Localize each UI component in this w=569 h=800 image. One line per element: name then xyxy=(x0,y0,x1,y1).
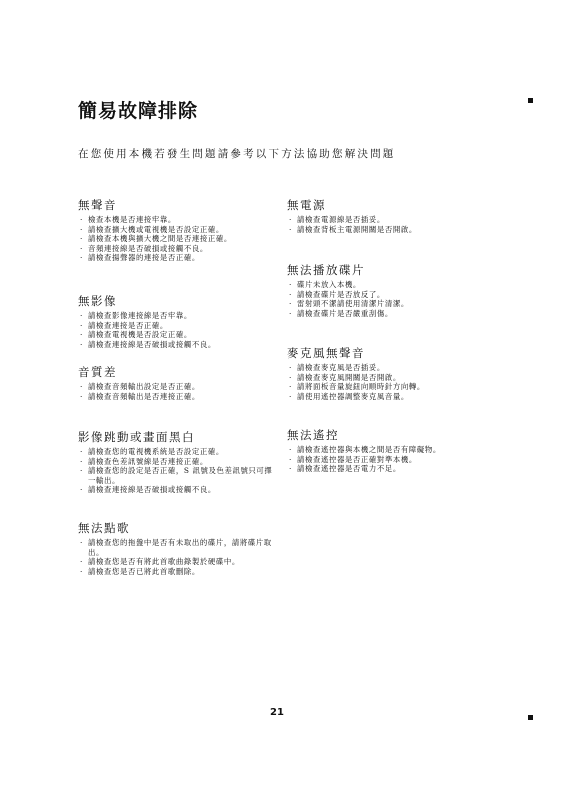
list-item: · 請檢查音頻輸出是否連接正確。 xyxy=(78,392,274,402)
list-item: · 請檢查遙控器是否電力不足。 xyxy=(287,464,467,474)
list-item: · 檢查本機是否連接牢靠。 xyxy=(78,215,274,225)
list-item: · 請檢查麥克風開關是否開啟。 xyxy=(287,373,472,383)
section-poor-sound-quality xyxy=(78,364,274,401)
list-item: · 請檢查電視機是否設定正確。 xyxy=(78,330,274,340)
section-no-image xyxy=(78,293,274,349)
list-item: · 請檢查揚聲器的連接是否正確。 xyxy=(78,253,274,263)
section-remote-not-working xyxy=(287,427,467,474)
list-item: · 請檢查擴大機或電視機是否設定正確。 xyxy=(78,225,274,235)
list-item: · 請檢查您是否已將此首歌刪除。 xyxy=(78,567,274,577)
list-item: · 請檢查電源線是否插妥。 xyxy=(287,215,467,225)
section-no-power xyxy=(287,197,467,234)
list-item: · 碟片未放入本機。 xyxy=(287,280,467,290)
list-item: · 雷射頭不潔請使用清潔片清潔。 xyxy=(287,299,467,309)
section-heading: 麥克風無聲音 xyxy=(287,346,365,360)
list-item: · 請檢查碟片是否放反了。 xyxy=(287,290,467,300)
list-item: · 請檢查您的電視機系統是否設定正確。 xyxy=(78,447,274,457)
section-no-mic-sound xyxy=(287,345,472,401)
intro-text: 在您使用本機若發生問題請參考以下方法協助您解決問題 xyxy=(78,148,396,160)
registration-mark-top-right xyxy=(528,98,533,103)
section-heading: 無法遙控 xyxy=(287,428,339,442)
section-cannot-play-disc xyxy=(287,262,467,318)
section-heading: 影像跳動或畫面黑白 xyxy=(78,430,195,444)
list-item: · 請檢查您的拖盤中是否有未取出的碟片，請將碟片取出。 xyxy=(78,538,274,557)
list-item: · 請檢查碟片是否嚴重刮傷。 xyxy=(287,309,467,319)
section-heading: 無法播放碟片 xyxy=(287,263,365,277)
section-heading: 音質差 xyxy=(78,365,117,379)
section-heading: 無法點歌 xyxy=(78,521,130,535)
section-no-sound xyxy=(78,197,274,263)
section-heading: 無聲音 xyxy=(78,198,117,212)
section-cannot-select-song xyxy=(78,520,274,576)
list-item: · 請將面板音量旋鈕向順時針方向轉。 xyxy=(287,382,472,392)
list-item: · 請檢查您是否有將此首歌曲錄製於硬碟中。 xyxy=(78,557,274,567)
list-item: · 請檢查音頻輸出設定是否正確。 xyxy=(78,382,274,392)
list-item: · 請檢查連接線是否破損或接觸不良。 xyxy=(78,485,274,495)
section-heading: 無影像 xyxy=(78,294,117,308)
list-item: · 請檢查連接是否正確。 xyxy=(78,321,274,331)
list-item: · 請檢查色差訊號線是否連接正確。 xyxy=(78,457,274,467)
page-number: 21 xyxy=(270,707,284,718)
list-item: · 請檢查連接線是否破損或接觸不良。 xyxy=(78,340,274,350)
list-item: · 請檢查遙控器與本機之間是否有障礙物。 xyxy=(287,445,467,455)
list-item: · 請使用遙控器調整麥克風音量。 xyxy=(287,392,472,402)
list-item: · 請檢查遙控器是否正確對準本機。 xyxy=(287,455,467,465)
registration-mark-bottom-right xyxy=(528,715,533,720)
list-item: · 請檢查本機與擴大機之間是否連接正確。 xyxy=(78,234,274,244)
list-item: · 請檢查您的設定是否正確，S 訊號及色差訊號只可擇一輸出。 xyxy=(78,466,274,485)
list-item: · 請檢查背板主電源開關是否開啟。 xyxy=(287,225,467,235)
list-item: · 請檢查麥克風是否插妥。 xyxy=(287,363,472,373)
list-item: · 音頻連接線是否破損或接觸不良。 xyxy=(78,244,274,254)
list-item: · 請檢查影像連接線是否牢靠。 xyxy=(78,311,274,321)
page-title: 簡易故障排除 xyxy=(78,100,199,122)
section-heading: 無電源 xyxy=(287,198,326,212)
section-image-jitter xyxy=(78,429,274,495)
